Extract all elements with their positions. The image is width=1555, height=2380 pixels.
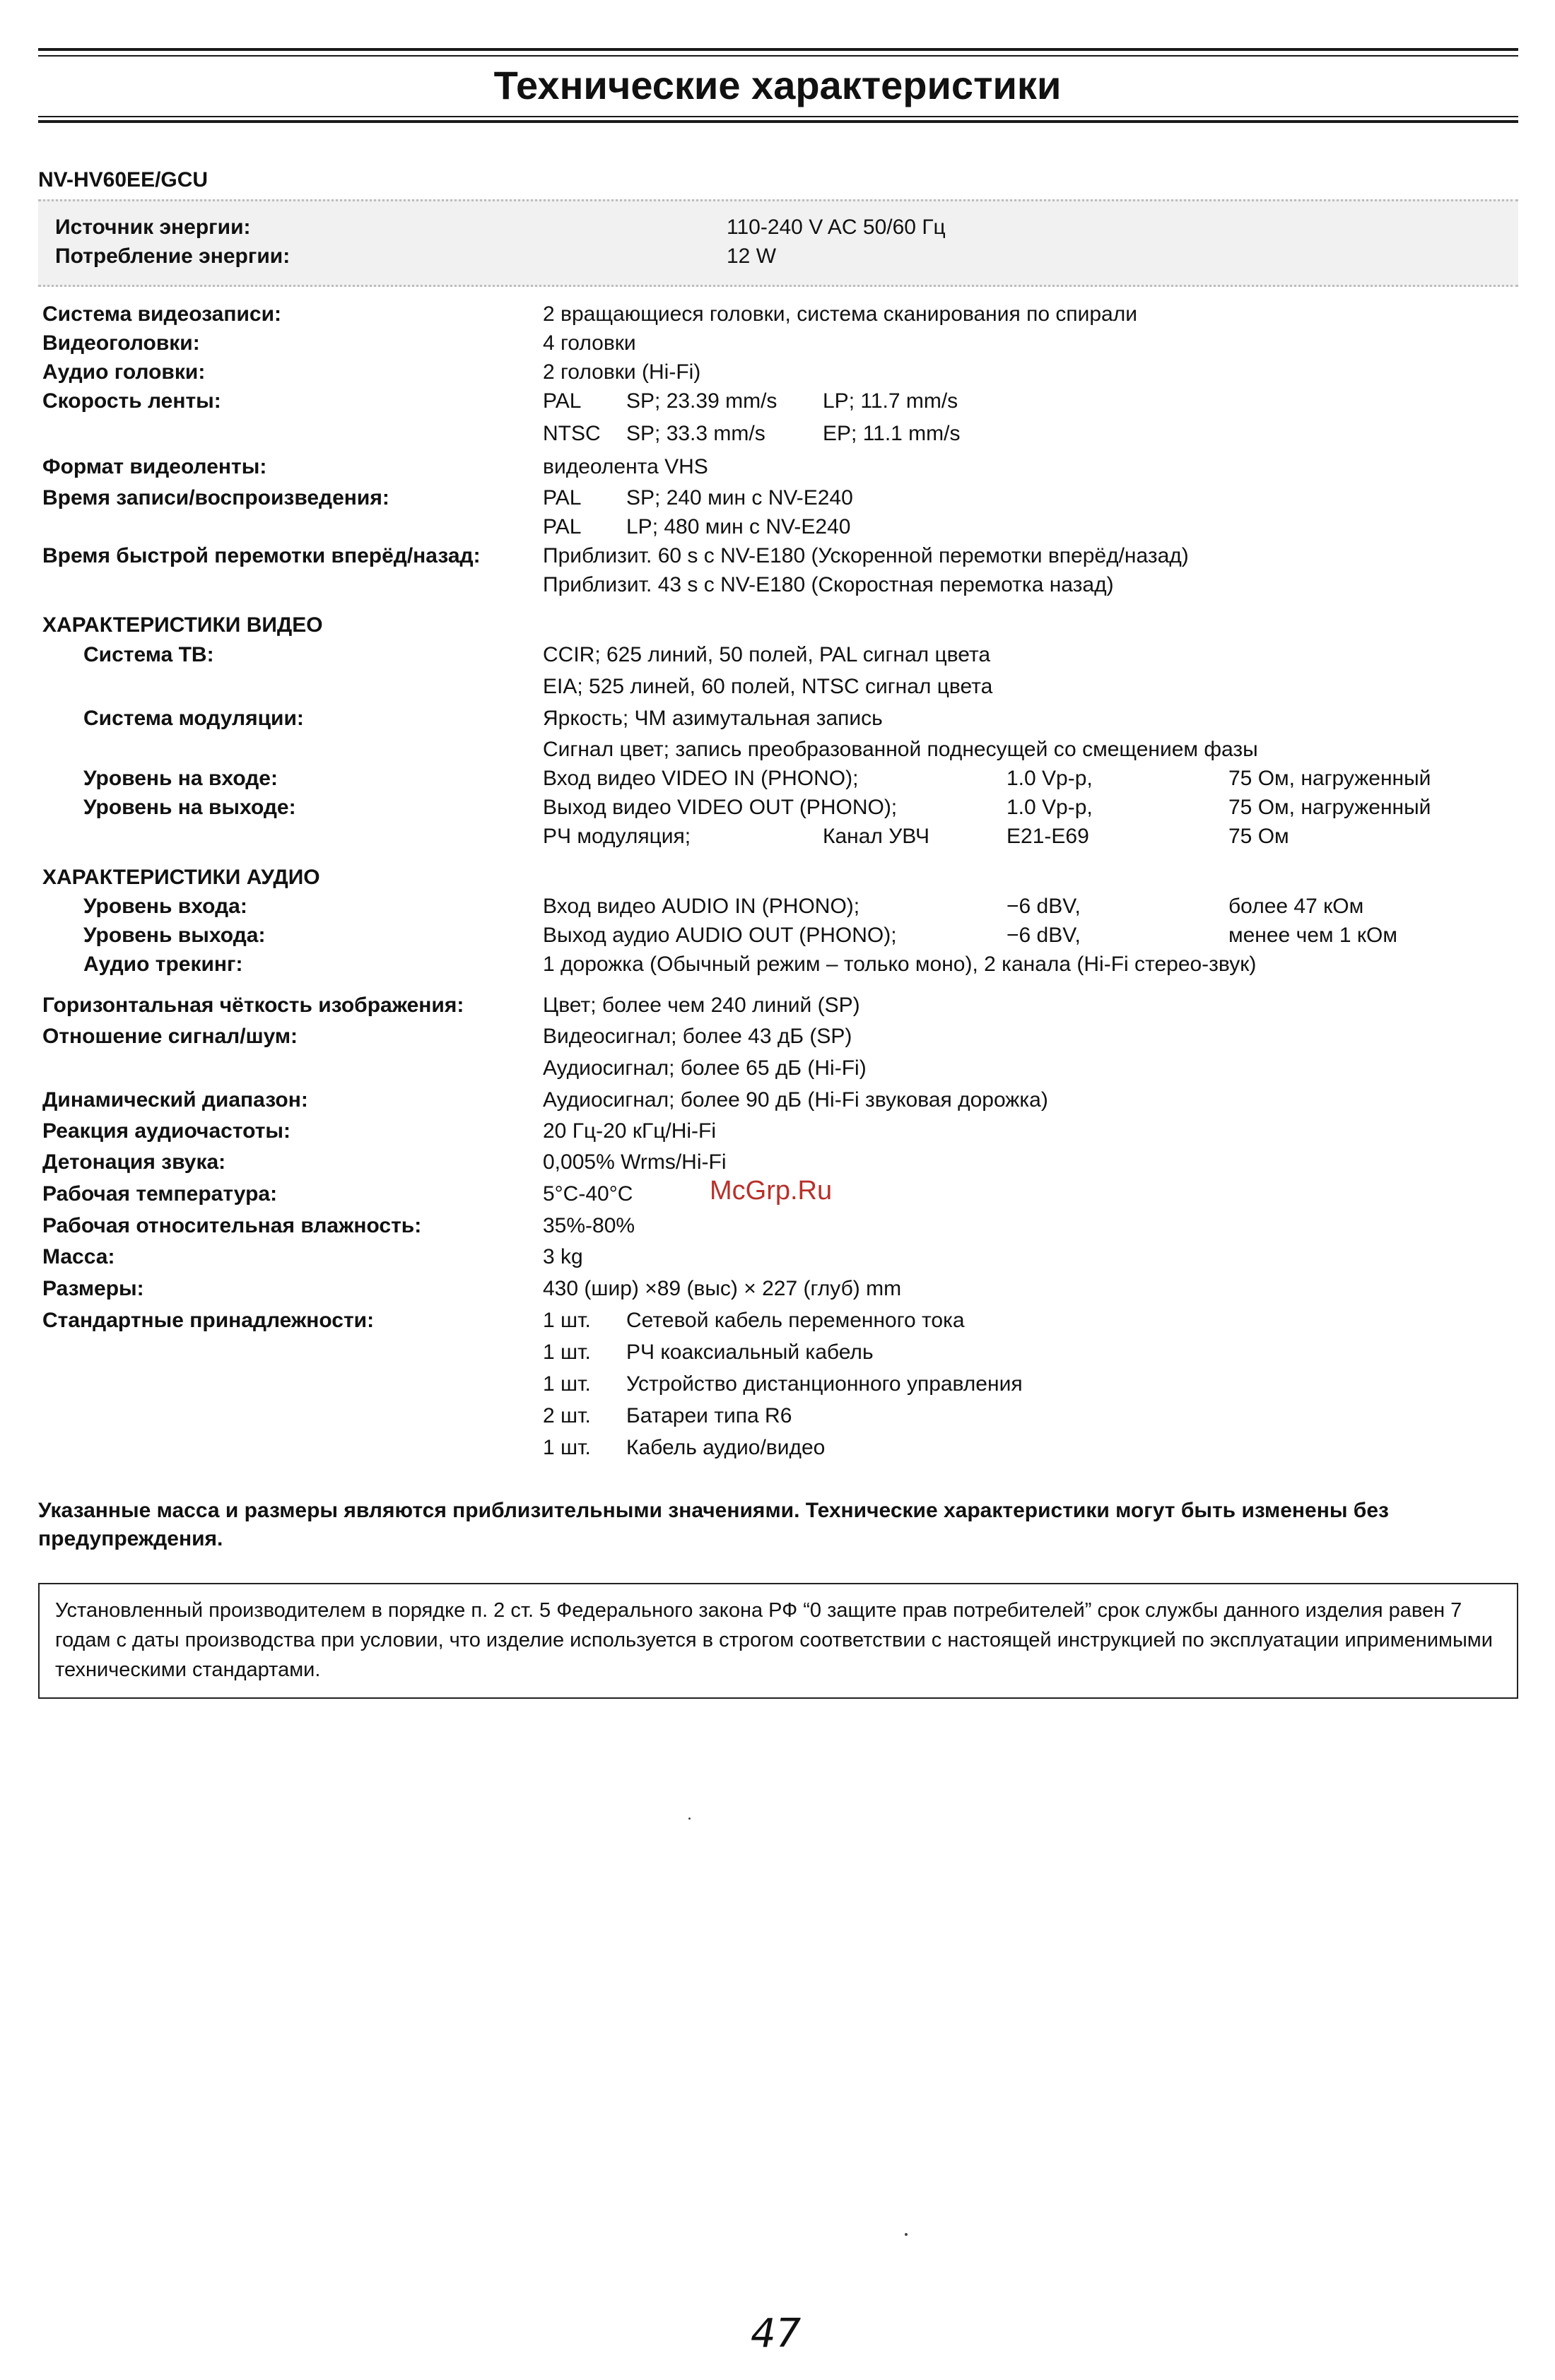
speck [905,2233,908,2236]
spec-label: Отношение сигнал/шум: [42,1025,298,1048]
accessory-name: Кабель аудио/видео [626,1436,826,1459]
level-value: 1.0 Vp-p, [1007,767,1093,790]
spec-label: Детонация звука: [42,1150,226,1174]
spec-label: Аудио трекинг: [83,953,243,976]
spec-label: Уровень на входе: [83,767,278,790]
spec-value: 3 kg [543,1245,583,1268]
spec-value: 35%-80% [543,1214,635,1237]
rec-std: PAL [543,515,582,538]
spec-label: Система ТВ: [83,643,214,666]
rf-channel: Канал УВЧ [823,825,929,848]
level-source: Вход видео VIDEO IN (PHONO); [543,767,859,790]
level-impedance: более 47 кОм [1228,895,1364,918]
spec-label: Время быстрой перемотки вперёд/назад: [42,544,481,567]
power-consumption-value: 12 W [727,245,777,268]
accessory-qty: 1 шт. [543,1309,591,1332]
tape-std: NTSC [543,422,601,445]
spec-label: Рабочая температура: [42,1182,278,1206]
spec-label: Уровень входа: [83,895,247,918]
spec-label: Аудио головки: [42,360,206,384]
spec-label: Видеоголовки: [42,331,200,355]
tape-speed-a: SP; 33.3 mm/s [626,422,765,445]
level-value: 1.0 Vp-p, [1007,796,1093,819]
spec-value: 2 вращающиеся головки, система сканирования по спирали [543,302,1137,326]
power-box [38,199,1518,287]
spec-label: Уровень выхода: [83,924,266,947]
spec-value: 20 Гц-20 кГц/Hi-Fi [543,1119,717,1143]
level-impedance: 75 Ом, нагруженный [1228,796,1431,819]
bottom-rule-1 [38,116,1518,117]
spec-value: 4 головки [543,331,636,355]
spec-label: Скорость ленты: [42,389,221,413]
tape-speed-b: LP; 11.7 mm/s [823,389,958,413]
spec-value: Приблизит. 60 s с NV-E180 (Ускоренной перемотки вперёд/назад) [543,544,1189,567]
level-source: Выход аудио AUDIO OUT (PHONO); [543,924,897,947]
accessory-qty: 1 шт. [543,1372,591,1396]
spec-label: Время записи/воспроизведения: [42,486,389,509]
spec-label: Масса: [42,1245,115,1268]
accessory-qty: 1 шт. [543,1436,591,1459]
spec-value: Аудиосигнал; более 90 дБ (Hi-Fi звуковая дорожка) [543,1088,1048,1112]
level-source: РЧ модуляция; [543,825,691,848]
spec-value: 1 дорожка (Обычный режим – только моно), 2 канала (Hi-Fi стерео-звук) [543,953,1257,976]
spec-label: Система модуляции: [83,707,304,730]
accessory-name: Сетевой кабель переменного тока [626,1309,965,1332]
spec-value: CCIR; 625 линий, 50 полей, PAL сигнал цвета [543,643,991,666]
tape-std: PAL [543,389,582,413]
page-number: 47 [751,2311,802,2357]
power-consumption-label: Потребление энергии: [55,245,291,268]
spec-label: Размеры: [42,1277,144,1300]
tape-speed-a: SP; 23.39 mm/s [626,389,778,413]
bottom-rule-2 [38,120,1518,123]
level-impedance: 75 Ом, нагруженный [1228,767,1431,790]
spec-value: 0,005% Wrms/Hi-Fi [543,1150,727,1174]
spec-value: 2 головки (Hi-Fi) [543,360,701,384]
spec-value: EIA; 525 линей, 60 полей, NTSC сигнал цвета [543,675,993,698]
power-source-value: 110-240 V AC 50/60 Гц [727,216,946,239]
level-source: Выход видео VIDEO OUT (PHONO); [543,796,898,819]
level-source: Вход видео AUDIO IN (PHONO); [543,895,860,918]
level-value: −6 dBV, [1007,895,1081,918]
disclaimer-note: Указанные масса и размеры являются приблизительными значениями. Технические характеристики могут быть изменены без предупреждения. [38,1499,1389,1550]
legal-box [38,1583,1518,1699]
spec-label: Рабочая относительная влажность: [42,1214,422,1237]
level-value: E21-E69 [1007,825,1089,848]
power-source-label: Источник энергии: [55,216,251,239]
accessory-qty: 1 шт. [543,1341,591,1364]
accessory-qty: 2 шт. [543,1404,591,1427]
spec-value: Видеосигнал; более 43 дБ (SP) [543,1025,852,1048]
level-value: −6 dBV, [1007,924,1081,947]
spec-label: Система видеозаписи: [42,302,282,326]
spec-label: Стандартные принадлежности: [42,1309,375,1332]
spec-value: Аудиосигнал; более 65 дБ (Hi-Fi) [543,1056,867,1080]
level-impedance: менее чем 1 кОм [1228,924,1397,947]
spec-label: Динамический диапазон: [42,1088,308,1112]
top-rule-1 [38,48,1518,51]
spec-value: Яркость; ЧМ азимутальная запись [543,707,883,730]
spec-value: видеолента VHS [543,455,708,478]
spec-label: Формат видеоленты: [42,455,267,478]
tape-speed-b: EP; 11.1 mm/s [823,422,961,445]
spec-label: Уровень на выходе: [83,796,296,819]
accessory-name: Батареи типа R6 [626,1404,792,1427]
spec-label: Реакция аудиочастоты: [42,1119,291,1143]
rec-std: PAL [543,486,582,509]
spec-label: Горизонтальная чёткость изображения: [42,994,464,1017]
accessory-name: РЧ коаксиальный кабель [626,1341,874,1364]
section-heading-video: ХАРАКТЕРИСТИКИ ВИДЕО [42,613,323,637]
watermark: McGrp.Ru [710,1176,833,1206]
legal-text: Установленный производителем в порядке п. 2 ст. 5 Федерального закона РФ “0 защите прав потребителей” срок службы данного изделия равен 7 годам с даты производства при условии, что изделие используется в строгом соответствии с настоящей инструкцией по эксплуатации иприменимыми техническими стандартами. [55,1599,1493,1681]
rec-time: LP; 480 мин с NV-E240 [626,515,851,538]
section-heading-audio: ХАРАКТЕРИСТИКИ АУДИО [42,866,320,889]
spec-value: 5°C-40°C [543,1182,633,1206]
spec-value: 430 (шир) ×89 (выс) × 227 (глуб) mm [543,1277,902,1300]
accessory-name: Устройство дистанционного управления [626,1372,1023,1396]
level-impedance: 75 Ом [1228,825,1289,848]
rec-time: SP; 240 мин с NV-E240 [626,486,853,509]
spec-value: Приблизит. 43 s с NV-E180 (Скоростная перемотка назад) [543,573,1114,596]
page-title: Технические характеристики [493,63,1062,107]
speck [688,1818,691,1820]
top-rule-2 [38,55,1518,57]
model-name: NV-HV60EE/GCU [38,168,209,192]
spec-value: Цвет; более чем 240 линий (SP) [543,994,860,1017]
spec-value: Сигнал цвет; запись преобразованной поднесущей со смещением фазы [543,738,1258,761]
